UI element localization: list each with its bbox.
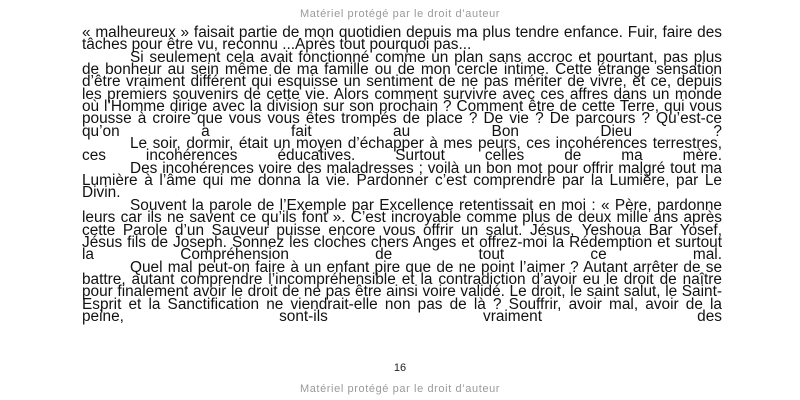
paragraph: Le soir, dormir, était un moyen d’échapper à mes peurs, ces incohérences terrestres, ces incohérences éducatives. Surtout celles de ma mère. xyxy=(82,135,722,165)
paragraph: Des incohérences voire des maladresses ; voilà un bon mot pour offrir malgré tout ma Lumière à l’âme qui me donna la vie. Pardonner c’est comprendre par la Lumière, par Le Divin. xyxy=(82,159,722,202)
paragraph: Souvent la parole de l’Exemple par Excellence retentissait en moi : « Père, pardonne leurs car ils ne savent ce qu’ils font ». C’est incroyable comme plus de deux mille ans après cette Parole d’un Sauveur puisse encore vous offrir un salut. Jésus, Yeshoua Bar Yosef, Jésus fils de Joseph. Sonnez les cloches chers Anges et offrez-moi la Rédemption et surtout la Compréhension de tout ce mal. xyxy=(82,196,722,264)
paragraph: Si seulement cela avait fonctionné comme un plan sans accroc et pourtant, pas plus de bonheur au sein même de ma famille ou de mon cercle intime. Cette étrange sensation d’être vraiment différent qui esquisse un sentiment de ne pas mériter de vivre, et ce, depuis les premiers souvenirs de cette vie. Alors comment survivre avec ces affres dans un monde où l’Homme dirige avec la division sur son prochain ? Comment être de cette Terre, qui vous pousse à croire que vous vous êtes trompés de place ? De vie ? De parcours ? Qu’est-ce qu’on a fait au Bon Dieu ? xyxy=(82,48,722,140)
page-body xyxy=(82,24,722,325)
watermark-bottom: Matériel protégé par le droit d’auteur xyxy=(299,383,501,395)
paragraph: Quel mal peut-on faire à un enfant pire que de ne point l’aimer ? Autant arrêter de se battre, autant comprendre l’incompréhensible et la contradiction d’avoir eu le droit de naître pour finalement avoir le droit de ne pas être ainsi voire validé. Le droit, le saint salut, le Saint-Esprit et la Sanctification ne viendrait-elle non pas de là ? Souffrir, avoir mal, avoir de la peine, sont-ils vraiment des xyxy=(82,258,722,325)
watermark-top: Matériel protégé par le droit d’auteur xyxy=(299,8,501,20)
paragraph: « malheureux » faisait partie de mon quotidien depuis ma plus tendre enfance. Fuir, faire des tâches pour être vu, reconnu ...Après tout pourquoi pas... xyxy=(82,24,722,54)
page-number: 16 xyxy=(393,362,407,374)
